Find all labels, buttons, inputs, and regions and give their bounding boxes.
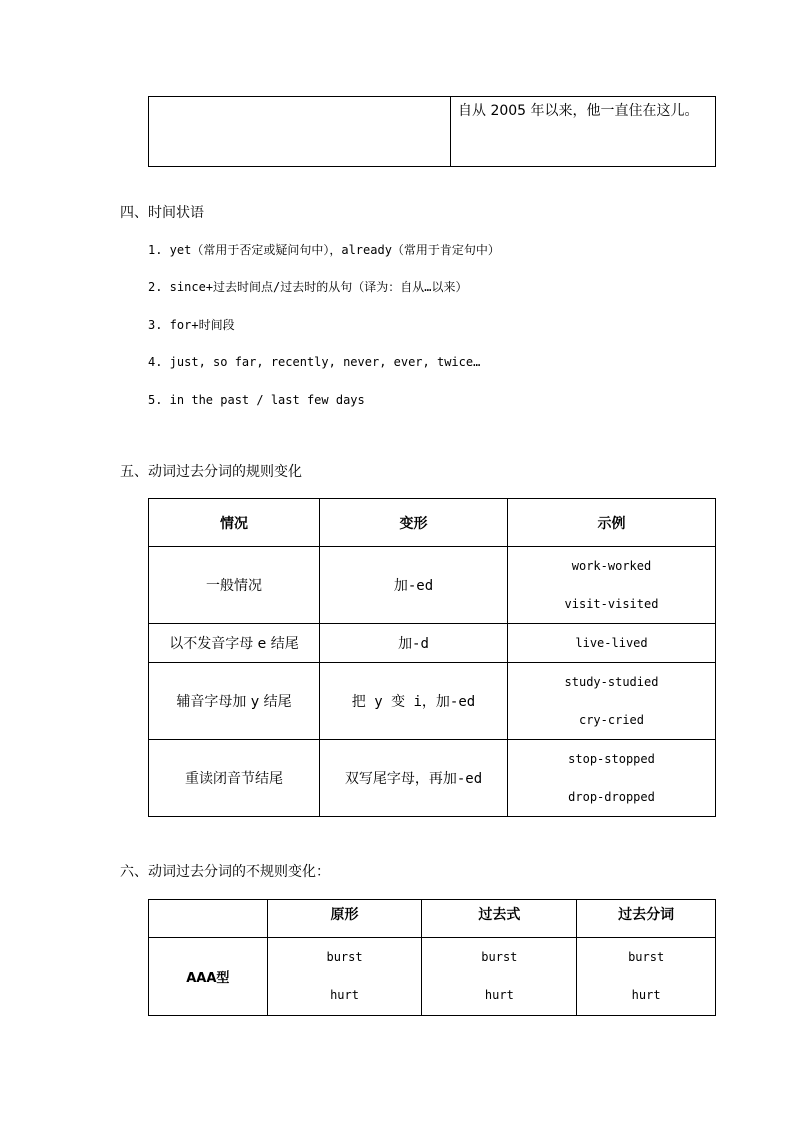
rule-cell: 双写尾字母，再加-ed: [320, 740, 508, 817]
example-cell: [508, 740, 716, 817]
table-row: [149, 624, 716, 663]
example-line: live-lived: [575, 636, 648, 650]
example-line: stop-stopped: [568, 752, 655, 766]
verb-form: hurt: [330, 988, 359, 1002]
header-past: 过去式: [422, 900, 577, 938]
example-cell: [508, 663, 716, 740]
irregular-participle-table: [148, 899, 716, 1016]
case-cell: 一般情况: [149, 547, 320, 624]
section5-heading: 五、动词过去分词的规则变化: [120, 464, 302, 480]
section6-heading: 六、动词过去分词的不规则变化：: [120, 864, 330, 880]
table-header-row: [149, 499, 716, 547]
base-form-cell: [267, 938, 422, 1016]
rule-cell: 把 y 变 i，加-ed: [320, 663, 508, 740]
time-adverbial-item-3: 3. for+时间段: [148, 318, 235, 332]
header-case: 情况: [149, 499, 320, 547]
section4-heading: 四、时间状语: [120, 205, 204, 221]
table-row: [149, 547, 716, 624]
header-example: 示例: [508, 499, 716, 547]
header-participle: 过去分词: [577, 900, 716, 938]
rule-cell: 加-ed: [320, 547, 508, 624]
rule-cell: 加-d: [320, 624, 508, 663]
table-row: [149, 740, 716, 817]
example-cell: [508, 547, 716, 624]
verb-form: hurt: [484, 988, 514, 1002]
time-adverbial-item-2: 2. since+过去时间点/过去时的从句（译为：自从…以来）: [148, 280, 468, 294]
case-cell: 重读闭音节结尾: [149, 740, 320, 817]
case-cell: 以不发音字母 e 结尾: [149, 624, 320, 663]
verb-form: burst: [481, 950, 518, 964]
regular-participle-table: [148, 498, 716, 817]
verb-type-cell: AAA型: [149, 938, 268, 1016]
table-row: [149, 938, 716, 1016]
time-adverbial-item-4: 4. just, so far, recently, never, ever, twice…: [148, 355, 481, 369]
verb-form: burst: [628, 950, 665, 964]
table-row: [149, 663, 716, 740]
time-adverbial-item-5: 5. in the past / last few days: [148, 393, 365, 407]
header-base: 原形: [267, 900, 422, 938]
table-header-row: [149, 900, 716, 938]
case-cell: 辅音字母加 y 结尾: [149, 663, 320, 740]
example-line: drop-dropped: [568, 790, 655, 804]
example-cell: [508, 624, 716, 663]
verb-form: burst: [326, 950, 363, 964]
example-line: cry-cried: [578, 713, 645, 727]
top-table-right-cell: 自从 2005 年以来，他一直住在这儿。: [451, 97, 716, 167]
example-line: study-studied: [564, 675, 659, 689]
verb-form: hurt: [631, 988, 661, 1002]
header-type: [149, 900, 268, 938]
top-table-left-cell: [149, 97, 451, 167]
example-line: work-worked: [571, 559, 652, 573]
past-participle-cell: [577, 938, 716, 1016]
top-table: [148, 96, 716, 167]
time-adverbial-item-1: 1. yet（常用于否定或疑问句中），already（常用于肯定句中）: [148, 243, 500, 257]
example-line: visit-visited: [564, 597, 659, 611]
past-tense-cell: [422, 938, 577, 1016]
header-rule: 变形: [320, 499, 508, 547]
